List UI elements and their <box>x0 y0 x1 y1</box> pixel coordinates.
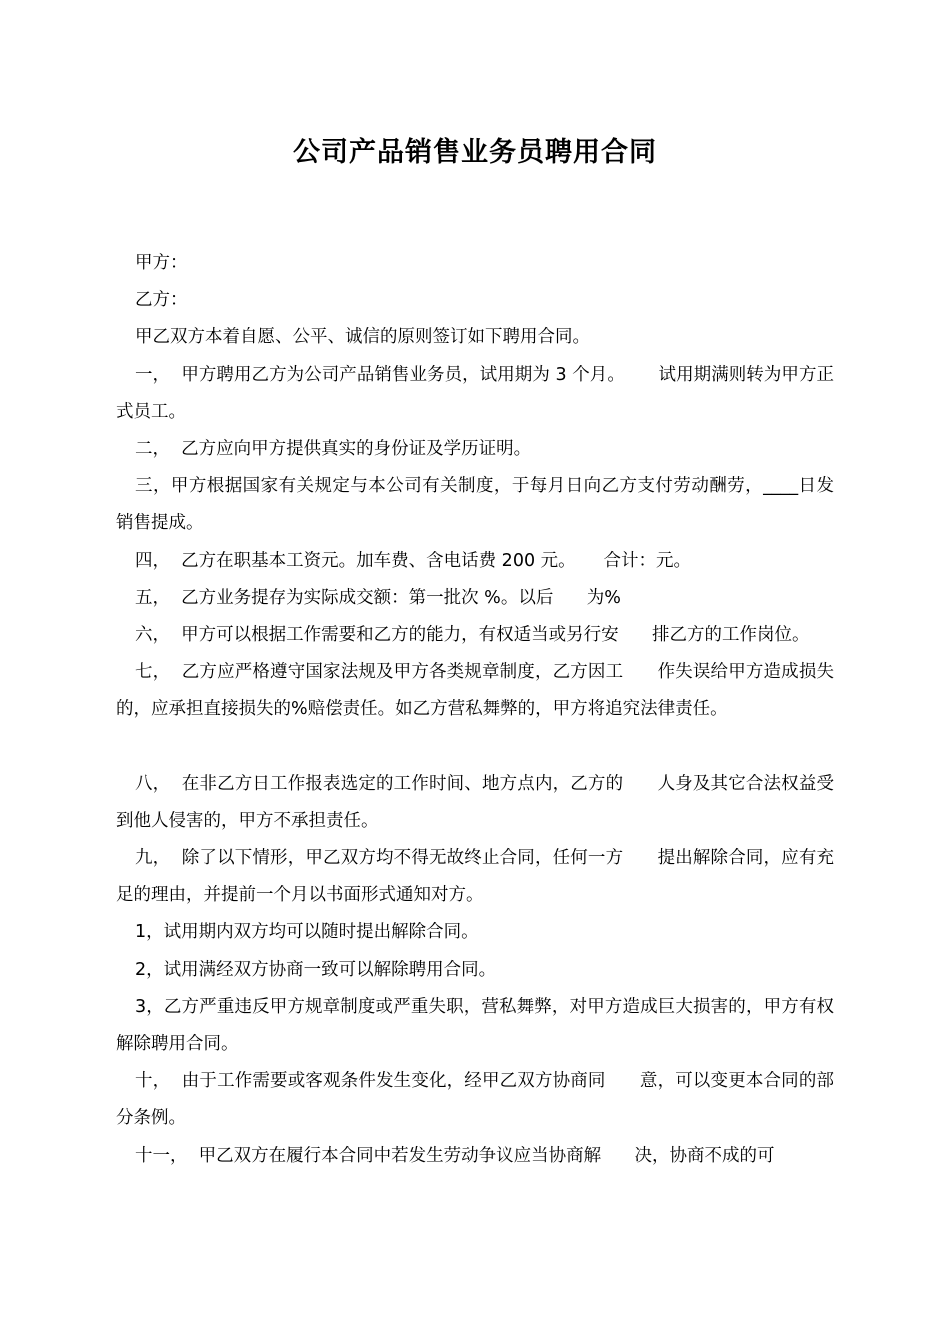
paragraph-gap <box>116 729 834 766</box>
document-title: 公司产品销售业务员聘用合同 <box>293 137 657 168</box>
clause-9-item-1: 1，试用期内双方均可以随时提出解除合同。 <box>135 922 479 943</box>
clause-11: 十一， 甲乙双方在履行本合同中若发生劳动争议应当协商解 决，协商不成的可 <box>135 1145 775 1166</box>
clause-2: 二， 乙方应向甲方提供真实的身份证及学历证明。 <box>135 439 532 460</box>
clause-3: 三，甲方根据国家有关规定与本公司有关制度，于每月日向乙方支付劳动酬劳，____日发销售提成。 <box>116 476 834 534</box>
clause-5: 五， 乙方业务提存为实际成交额：第一批次 %。以后 为% <box>135 587 621 608</box>
clause-4: 四， 乙方在职基本工资元。加车费、含电话费 200 元。 合计：元。 <box>135 550 691 571</box>
clause-8: 八， 在非乙方日工作报表选定的工作时间、地方点内，乙方的 人身及其它合法权益受到他人侵害的，甲方不承担责任。 <box>116 773 834 831</box>
preamble: 甲乙双方本着自愿、公平、诚信的原则签订如下聘用合同。 <box>135 327 590 348</box>
clause-9: 九， 除了以下情形，甲乙双方均不得无故终止合同，任何一方 提出解除合同，应有充足的理由，并提前一个月以书面形式通知对方。 <box>116 848 834 906</box>
clause-6: 六， 甲方可以根据工作需要和乙方的能力，有权适当或另行安 排乙方的工作岗位。 <box>135 625 810 646</box>
clause-10: 十， 由于工作需要或客观条件发生变化，经甲乙双方协商同 意，可以变更本合同的部分条例。 <box>116 1071 834 1129</box>
clause-1: 一， 甲方聘用乙方为公司产品销售业务员，试用期为 3 个月。 试用期满则转为甲方正式员工。 <box>116 364 834 422</box>
document-body <box>116 245 834 1175</box>
party-a-line: 甲方： <box>135 253 188 273</box>
clause-9-item-3: 3，乙方严重违反甲方规章制度或严重失职，营私舞弊，对甲方造成巨大损害的，甲方有权解除聘用合同。 <box>116 996 834 1055</box>
clause-7: 七， 乙方应严格遵守国家法规及甲方各类规章制度，乙方因工 作失误给甲方造成损失的，应承担直接损失的%赔偿责任。如乙方营私舞弊的，甲方将追究法律责任。 <box>116 662 834 720</box>
party-b-line: 乙方： <box>135 290 188 311</box>
clause-9-item-2: 2，试用满经双方协商一致可以解除聘用合同。 <box>135 959 497 980</box>
